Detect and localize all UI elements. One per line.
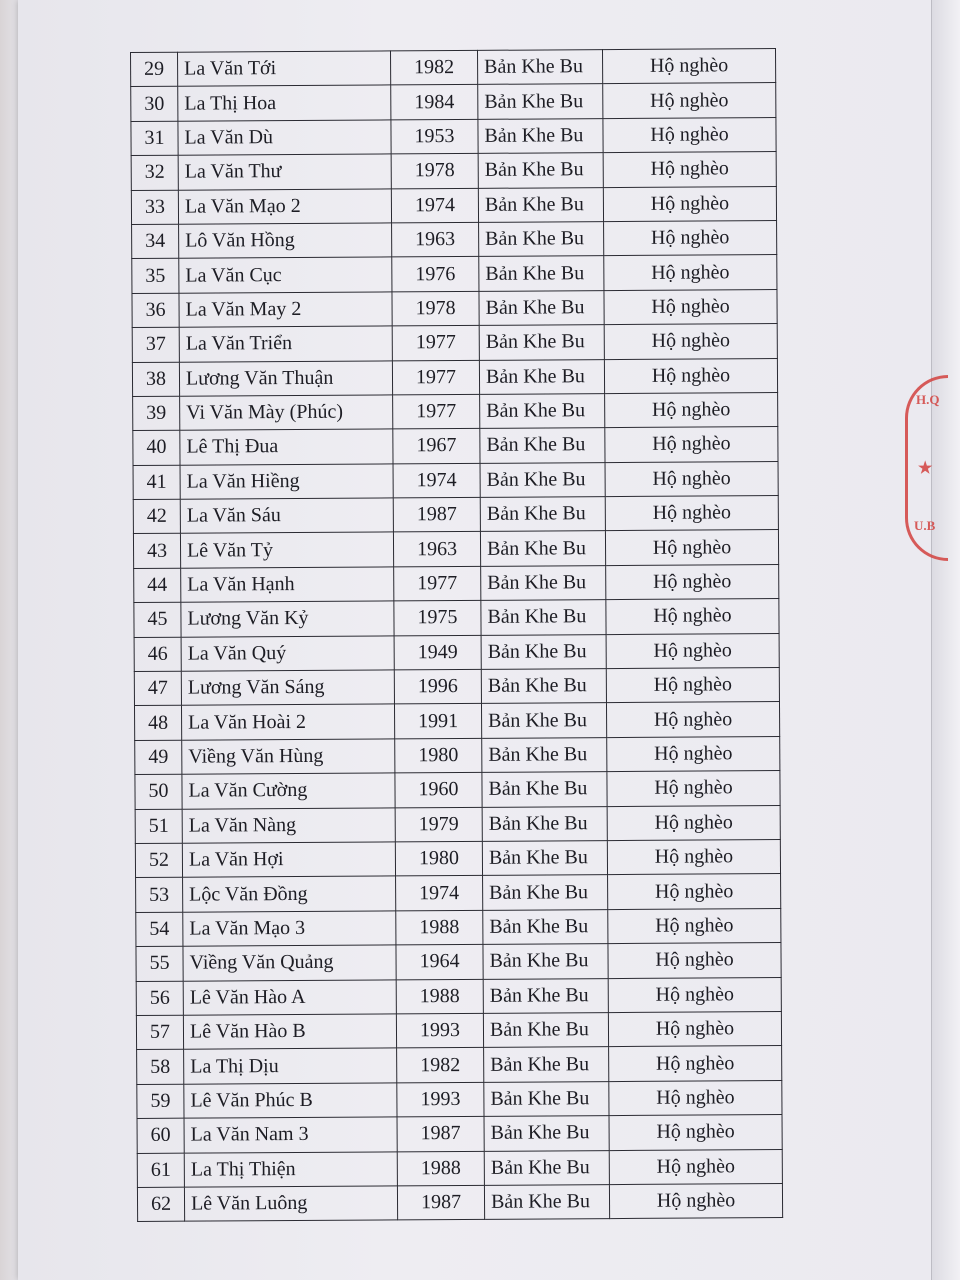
birth-year: 1996	[394, 669, 481, 704]
table-row	[134, 702, 779, 740]
household-status: Hộ nghèo	[604, 289, 777, 324]
village-name: Bản Khe Bu	[478, 84, 603, 119]
household-status: Hộ nghèo	[608, 943, 781, 978]
person-name: Lê Văn Hào B	[183, 1014, 396, 1050]
person-name: La Văn Hợi	[182, 842, 395, 878]
row-number: 33	[131, 190, 178, 225]
background-surface	[0, 0, 18, 1280]
village-name: Bản Khe Bu	[479, 222, 604, 257]
birth-year: 1987	[393, 497, 480, 532]
person-name: Lê Văn Luông	[184, 1186, 397, 1222]
household-status: Hộ nghèo	[609, 1080, 782, 1115]
household-status: Hộ nghèo	[605, 392, 778, 427]
person-name: La Văn Tới	[178, 51, 391, 87]
row-number: 53	[136, 878, 183, 913]
village-name: Bản Khe Bu	[478, 187, 603, 222]
table-row	[135, 805, 780, 843]
village-name: Bản Khe Bu	[480, 531, 605, 566]
row-number: 44	[134, 568, 181, 603]
person-name: Viềng Văn Quảng	[183, 945, 396, 981]
table-row	[135, 736, 780, 774]
village-name: Bản Khe Bu	[478, 153, 603, 188]
table-row	[134, 633, 779, 671]
person-name: Viềng Văn Hùng	[182, 739, 395, 775]
birth-year: 1953	[391, 119, 478, 154]
row-number: 52	[135, 843, 182, 878]
table-row	[135, 771, 780, 809]
birth-year: 1960	[395, 773, 482, 808]
table-row	[131, 152, 776, 190]
person-name: La Văn Cường	[182, 773, 395, 809]
household-status: Hộ nghèo	[609, 1183, 782, 1218]
household-status: Hộ nghèo	[605, 530, 778, 565]
birth-year: 1993	[397, 1082, 484, 1117]
person-name: La Thị Hoa	[178, 85, 391, 121]
table-row	[131, 83, 776, 121]
village-name: Bản Khe Bu	[481, 634, 606, 669]
row-number: 57	[136, 1015, 183, 1050]
row-number: 43	[133, 534, 180, 569]
household-status: Hộ nghèo	[606, 633, 779, 668]
birth-year: 1974	[396, 876, 483, 911]
village-name: Bản Khe Bu	[482, 841, 607, 876]
table-row	[132, 324, 777, 362]
table-row	[137, 1080, 782, 1118]
village-name: Bản Khe Bu	[482, 737, 607, 772]
table-row	[132, 289, 777, 327]
table-row	[132, 221, 777, 259]
row-number: 56	[136, 981, 183, 1016]
household-status: Hộ nghèo	[608, 874, 781, 909]
table-row	[134, 564, 779, 602]
household-status: Hộ nghèo	[608, 908, 781, 943]
household-status: Hộ nghèo	[605, 427, 778, 462]
household-status: Hộ nghèo	[609, 1149, 782, 1184]
household-status: Hộ nghèo	[604, 324, 777, 359]
person-name: Vi Văn Mày (Phúc)	[180, 395, 393, 431]
row-number: 42	[133, 499, 180, 534]
person-name: La Văn Hiềng	[180, 464, 393, 500]
household-status: Hộ nghèo	[606, 599, 779, 634]
row-number: 50	[135, 774, 182, 809]
row-number: 29	[131, 52, 178, 87]
person-name: La Thị Thiện	[184, 1151, 397, 1187]
table-row	[134, 599, 779, 637]
village-name: Bản Khe Bu	[483, 944, 608, 979]
village-name: Bản Khe Bu	[484, 1150, 609, 1185]
household-status: Hộ nghèo	[606, 702, 779, 737]
household-table	[130, 48, 783, 1222]
row-number: 58	[137, 1050, 184, 1085]
birth-year: 1975	[394, 601, 481, 636]
row-number: 49	[135, 740, 182, 775]
person-name: La Văn Hoài 2	[181, 704, 394, 740]
person-name: Lê Văn Phúc B	[184, 1083, 397, 1119]
person-name: La Văn Nam 3	[184, 1117, 397, 1153]
household-status: Hộ nghèo	[607, 840, 780, 875]
table-row	[137, 1115, 782, 1153]
birth-year: 1980	[395, 841, 482, 876]
row-number: 59	[137, 1084, 184, 1119]
village-name: Bản Khe Bu	[481, 703, 606, 738]
birth-year: 1964	[396, 945, 483, 980]
village-name: Bản Khe Bu	[480, 497, 605, 532]
row-number: 46	[134, 637, 181, 672]
birth-year: 1978	[392, 291, 479, 326]
village-name: Bản Khe Bu	[482, 806, 607, 841]
household-status: Hộ nghèo	[602, 49, 775, 84]
person-name: La Văn Sáu	[180, 498, 393, 534]
person-name: La Văn Thư	[178, 154, 391, 190]
village-name: Bản Khe Bu	[481, 669, 606, 704]
household-status: Hộ nghèo	[603, 186, 776, 221]
table-row	[131, 117, 776, 155]
next-page-edge	[931, 0, 960, 1280]
village-name: Bản Khe Bu	[480, 462, 605, 497]
birth-year: 1988	[396, 979, 483, 1014]
birth-year: 1987	[397, 1116, 484, 1151]
household-status: Hộ nghèo	[604, 221, 777, 256]
birth-year: 1991	[394, 704, 481, 739]
household-status: Hộ nghèo	[608, 977, 781, 1012]
person-name: La Thị Dịu	[184, 1048, 397, 1084]
person-name: La Văn Dù	[178, 120, 391, 156]
row-number: 38	[132, 362, 179, 397]
village-name: Bản Khe Bu	[484, 1184, 609, 1219]
row-number: 48	[134, 706, 181, 741]
household-status: Hộ nghèo	[604, 255, 777, 290]
village-name: Bản Khe Bu	[479, 256, 604, 291]
person-name: Lê Văn Hào A	[183, 979, 396, 1015]
red-seal-stamp	[905, 375, 948, 561]
person-name: Lô Văn Hồng	[179, 223, 392, 259]
row-number: 51	[135, 809, 182, 844]
person-name: Lê Thị Đua	[180, 429, 393, 465]
village-name: Bản Khe Bu	[477, 50, 602, 85]
birth-year: 1984	[391, 85, 478, 120]
row-number: 31	[131, 121, 178, 156]
stamp-text-top: H.Q	[916, 392, 940, 407]
person-name: La Văn Hạnh	[181, 567, 394, 603]
village-name: Bản Khe Bu	[483, 909, 608, 944]
birth-year: 1974	[391, 188, 478, 223]
household-status: Hộ nghèo	[603, 152, 776, 187]
row-number: 34	[132, 224, 179, 259]
table-row	[133, 530, 778, 568]
table-row	[135, 840, 780, 878]
row-number: 35	[132, 259, 179, 294]
person-name: La Văn Cục	[179, 257, 392, 293]
birth-year: 1963	[393, 532, 480, 567]
village-name: Bản Khe Bu	[483, 875, 608, 910]
birth-year: 1963	[392, 222, 479, 257]
row-number: 41	[133, 465, 180, 500]
stamp-text-bottom: U.B	[914, 518, 936, 533]
person-name: Lương Văn Thuận	[179, 360, 392, 396]
table-row	[133, 461, 778, 499]
birth-year: 1982	[390, 50, 477, 85]
person-name: La Văn Quý	[181, 636, 394, 672]
village-name: Bản Khe Bu	[480, 428, 605, 463]
row-number: 32	[131, 155, 178, 190]
table-row	[133, 392, 778, 430]
table-row	[136, 977, 781, 1015]
row-number: 40	[133, 430, 180, 465]
table-row	[136, 874, 781, 912]
stamp-star-icon: ★	[918, 460, 933, 477]
table-row	[137, 1149, 782, 1187]
birth-year: 1949	[394, 635, 481, 670]
household-status: Hộ nghèo	[606, 668, 779, 703]
person-name: Lương Văn Sáng	[181, 670, 394, 706]
birth-year: 1988	[396, 910, 483, 945]
table-row	[131, 186, 776, 224]
household-status: Hộ nghèo	[609, 1115, 782, 1150]
row-number: 55	[136, 946, 183, 981]
village-name: Bản Khe Bu	[482, 772, 607, 807]
row-number: 36	[132, 293, 179, 328]
row-number: 54	[136, 912, 183, 947]
household-status: Hộ nghèo	[609, 1046, 782, 1081]
village-name: Bản Khe Bu	[479, 359, 604, 394]
table-row	[136, 908, 781, 946]
household-status: Hộ nghèo	[605, 461, 778, 496]
row-number: 45	[134, 602, 181, 637]
village-name: Bản Khe Bu	[479, 290, 604, 325]
birth-year: 1987	[397, 1185, 484, 1220]
household-status: Hộ nghèo	[607, 805, 780, 840]
birth-year: 1980	[395, 738, 482, 773]
household-status: Hộ nghèo	[605, 496, 778, 531]
village-name: Bản Khe Bu	[484, 1116, 609, 1151]
village-name: Bản Khe Bu	[483, 978, 608, 1013]
document-page	[18, 0, 940, 1280]
village-name: Bản Khe Bu	[479, 325, 604, 360]
household-status: Hộ nghèo	[607, 771, 780, 806]
person-name: Lê Văn Tỷ	[180, 532, 393, 568]
household-status: Hộ nghèo	[606, 564, 779, 599]
person-name: La Văn Nàng	[182, 807, 395, 843]
birth-year: 1977	[394, 566, 481, 601]
row-number: 60	[137, 1118, 184, 1153]
person-name: La Văn May 2	[179, 292, 392, 328]
birth-year: 1979	[395, 807, 482, 842]
village-name: Bản Khe Bu	[478, 118, 603, 153]
table-row	[132, 255, 777, 293]
birth-year: 1967	[393, 429, 480, 464]
household-status: Hộ nghèo	[603, 83, 776, 118]
birth-year: 1974	[393, 463, 480, 498]
row-number: 47	[134, 671, 181, 706]
table-row	[134, 668, 779, 706]
person-name: La Văn Mạo 2	[178, 188, 391, 224]
village-name: Bản Khe Bu	[481, 565, 606, 600]
row-number: 37	[132, 327, 179, 362]
village-name: Bản Khe Bu	[484, 1081, 609, 1116]
table-row	[133, 496, 778, 534]
row-number: 61	[137, 1153, 184, 1188]
table-row	[132, 358, 777, 396]
table-row	[133, 427, 778, 465]
table-row	[137, 1046, 782, 1084]
table-row	[137, 1183, 782, 1221]
row-number: 39	[133, 396, 180, 431]
person-name: Lương Văn Kỷ	[181, 601, 394, 637]
household-status: Hộ nghèo	[607, 736, 780, 771]
village-name: Bản Khe Bu	[483, 1013, 608, 1048]
birth-year: 1993	[396, 1013, 483, 1048]
person-name: La Văn Mạo 3	[183, 911, 396, 947]
table-row	[136, 943, 781, 981]
row-number: 30	[131, 87, 178, 122]
village-name: Bản Khe Bu	[480, 394, 605, 429]
birth-year: 1977	[392, 360, 479, 395]
village-name: Bản Khe Bu	[481, 600, 606, 635]
table-body	[131, 49, 783, 1222]
person-name: La Văn Triển	[179, 326, 392, 362]
birth-year: 1978	[391, 154, 478, 189]
birth-year: 1977	[393, 394, 480, 429]
household-status: Hộ nghèo	[603, 117, 776, 152]
person-name: Lộc Văn Đồng	[183, 876, 396, 912]
village-name: Bản Khe Bu	[484, 1047, 609, 1082]
table-row	[131, 49, 776, 87]
birth-year: 1976	[392, 257, 479, 292]
birth-year: 1988	[397, 1151, 484, 1186]
birth-year: 1977	[392, 325, 479, 360]
row-number: 62	[137, 1187, 184, 1222]
household-status: Hộ nghèo	[604, 358, 777, 393]
household-status: Hộ nghèo	[608, 1011, 781, 1046]
table-row	[136, 1011, 781, 1049]
birth-year: 1982	[397, 1048, 484, 1083]
